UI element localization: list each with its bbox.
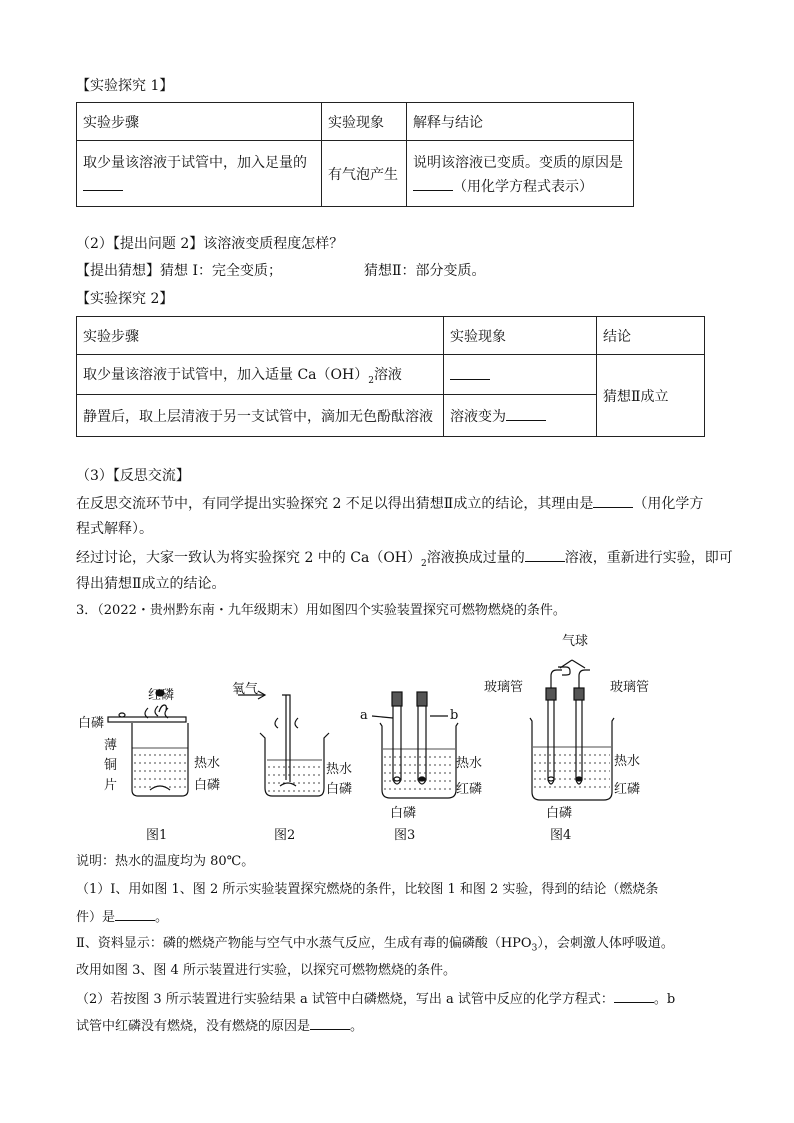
fig3-label-white-phosphorus: 白磷 [390, 806, 417, 821]
q3-p2-blank[interactable] [525, 547, 565, 562]
fig2-apparatus [238, 691, 329, 796]
exp1-answer-blank[interactable] [83, 176, 123, 191]
exp2-row1-step: 取少量该溶液于试管中，加入适量 $Ca(OH)_2$溶液 [77, 355, 444, 395]
fig1-label-thin: 薄 [104, 738, 118, 753]
exp1-equation-blank[interactable] [413, 176, 453, 191]
fig1-label-copper: 铜 [104, 758, 118, 773]
q3-p1-line1: 在反思交流环节中，有同学提出实验探究 2 不足以得出猜想Ⅱ成立的结论，其理由是 （用化学方 [76, 493, 703, 514]
fig2-caption: 图2 [274, 828, 296, 843]
problem3-info-line1: Ⅱ、资料显示：磷的燃烧产物能与空气中水蒸气反应，生成有毒的偏磷酸$(HPO_3)$，会刺激人体呼吸道。 [76, 936, 674, 954]
fig3-label-red-phosphorus: 红磷 [456, 782, 483, 797]
exp1-conclusion-line1: 说明该溶液已变质。变质的原因是 [413, 154, 623, 171]
exp1-header-phenomenon: 实验现象 [322, 103, 407, 141]
fig3-label-a: a [360, 708, 368, 723]
fig2-label-oxygen: 氧气 [232, 682, 259, 697]
exp1-conclusion-line2: （用化学方程式表示） [453, 178, 593, 195]
q2-guess-1: 【提出猜想】猜想 I：完全变质； [76, 263, 282, 279]
exp1-phenomenon: 有气泡产生 [322, 141, 407, 207]
fig4-label-glass-tube-left: 玻璃管 [484, 680, 524, 695]
q3-p2-line2: 得出猜想Ⅱ成立的结论。 [76, 576, 226, 592]
exp1-conclusion-cell [407, 141, 634, 207]
q2-question: （2）【提出问题 2】该溶液变质程度怎样？ [76, 236, 344, 252]
fig4-label-red-phosphorus: 红磷 [614, 782, 641, 797]
fig2-label-hot-water: 热水 [326, 762, 353, 777]
fig1-label-red-phosphorus: 红磷 [148, 688, 175, 703]
fig1-label-white-phosphorus-bottom: 白磷 [194, 778, 221, 793]
fig3-label-hot-water: 热水 [456, 756, 483, 771]
exp2-row2-phenomenon: 溶液变为 [444, 395, 597, 437]
fig3-label-b: b [450, 708, 459, 723]
fig3-caption: 图3 [394, 828, 416, 843]
fig1-label-white-phosphorus-top: 白磷 [78, 716, 105, 731]
exp2-header-phenomenon: 实验现象 [444, 317, 597, 355]
exp1-step-text: 取少量该溶液于试管中，加入足量的 [83, 154, 307, 171]
exp1-header-step: 实验步骤 [77, 103, 322, 141]
exp2-row1-phenomenon [444, 355, 597, 395]
q2-guess-2: 猜想Ⅱ：部分变质。 [364, 263, 486, 279]
exp1-table [76, 102, 634, 207]
fig2-label-white-phosphorus: 白磷 [326, 782, 353, 797]
exp2-table [76, 316, 705, 437]
exp2-heading: 【实验探究 2】 [76, 291, 174, 307]
problem3-sub1-line1: （1）Ⅰ、用如图 1、图 2 所示实验装置探究燃烧的条件，比较图 1 和图 2 实验，得到的结论（燃烧条 [76, 882, 659, 897]
problem3-sub2-line2: 试管中红磷没有燃烧，没有燃烧的原因是 。 [76, 1015, 363, 1037]
problem3-sub2-blank-2[interactable] [310, 1015, 350, 1030]
exp2-header-conclusion: 结论 [597, 317, 705, 355]
problem3-note: 说明：热水的温度均为 80℃。 [76, 854, 255, 869]
problem3-sub1-blank[interactable] [115, 906, 155, 921]
fig1-label-hot-water: 热水 [194, 756, 221, 771]
q3-p1-blank[interactable] [593, 493, 633, 508]
exp1-step-cell [77, 141, 322, 207]
fig4-caption: 图4 [550, 828, 572, 843]
fig1-label-sheet: 片 [104, 778, 118, 793]
fig4-apparatus [530, 660, 614, 800]
problem3-info-line2: 改用如图 3、图 4 所示装置进行实验，以探究可燃物燃烧的条件。 [76, 963, 456, 978]
fig4-label-hot-water: 热水 [614, 754, 641, 769]
problem3-sub2-blank-1[interactable] [614, 988, 654, 1003]
exp2-conclusion: 猜想Ⅱ成立 [597, 355, 705, 437]
exp1-header-conclusion: 解释与结论 [407, 103, 634, 141]
q3-p2-line1: 经过讨论，大家一致认为将实验探究 2 中的 $Ca(OH)_2$溶液换成过量的 溶液，重新进行实验，即可 [76, 547, 733, 574]
problem3-intro: 3．（2022・贵州黔东南・九年级期末）用如图四个实验装置探究可燃物燃烧的条件。 [76, 603, 566, 618]
problem3-sub2-line1: （2）若按图 3 所示装置进行实验结果 a 试管中白磷燃烧，写出 a 试管中反应的化学方程式： 。b [76, 988, 675, 1010]
exp2-row2-step: 静置后，取上层清液于另一支试管中，滴加无色酚酞溶液 [77, 395, 444, 437]
exp2-row1-blank[interactable] [450, 365, 490, 380]
exp2-row2-blank[interactable] [506, 406, 546, 421]
exp2-header-step: 实验步骤 [77, 317, 444, 355]
exp1-heading: 【实验探究 1】 [76, 78, 174, 94]
fig4-label-white-phosphorus: 白磷 [546, 806, 573, 821]
fig4-label-glass-tube-right: 玻璃管 [610, 680, 650, 695]
fig1-caption: 图1 [146, 828, 168, 843]
q3-heading: （3）【反思交流】 [76, 468, 190, 484]
fig4-label-balloon: 气球 [562, 634, 589, 649]
problem3-sub1-line2: 件）是 。 [76, 906, 168, 928]
q3-p1-line2: 程式解释）。 [76, 521, 153, 537]
fig3-apparatus [372, 692, 458, 798]
fig1-apparatus [108, 690, 188, 796]
